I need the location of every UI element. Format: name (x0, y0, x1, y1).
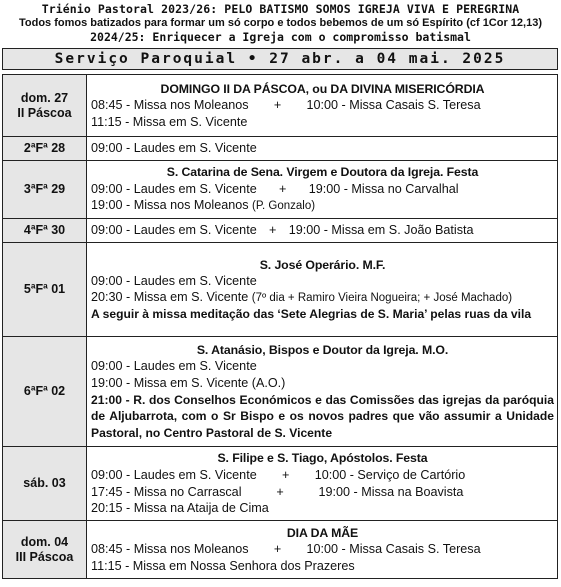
day-label: 6ªFª 02 (23, 384, 66, 398)
event-line: 17:45 - Missa no Carrascal + 19:00 - Missa na Boavista (91, 484, 464, 499)
day-label: 4ªFª 30 (23, 223, 66, 237)
events-cell (87, 243, 558, 337)
table-row (3, 161, 558, 219)
event-extra: 21:00 - R. dos Conselhos Económicos e das Comissões das igrejas da paróquia de Aljubarrota, com o Sr Bispo e os novos padres que vão assumir a Unidade Pastoral, no Centro Pastoral de S. Vicente (91, 392, 554, 440)
events-cell (87, 137, 558, 161)
header-year-theme: 2024/25: Enriquecer a Igreja com o compromisso batismal (90, 30, 471, 44)
day-sublabel: III Páscoa (15, 549, 74, 564)
table-row (3, 75, 558, 137)
page-title: Serviço Paroquial • 27 abr. a 04 mai. 2025 (2, 48, 558, 70)
events-cell (87, 161, 558, 219)
event-line: 20:15 - Missa na Ataija de Cima (91, 501, 269, 516)
events-cell (87, 337, 558, 447)
day-heading: DIA DA MÃE (286, 525, 359, 540)
event-line: 09:00 - Laudes em S. Vicente + 19:00 - Missa no Carvalhal (91, 181, 459, 196)
event-extra: A seguir à missa meditação das ‘Sete Alegrias de S. Maria’ pelas ruas da vila (91, 306, 532, 321)
event-line: 11:15 - Missa em S. Vicente (91, 114, 248, 129)
schedule-table (2, 74, 558, 579)
event-line: 09:00 - Laudes em S. Vicente (91, 141, 257, 156)
event-line: 08:45 - Missa nos Moleanos + 10:00 - Missa Casais S. Teresa (91, 542, 481, 557)
event-line: 08:45 - Missa nos Moleanos + 10:00 - Missa Casais S. Teresa (91, 98, 481, 113)
events-cell (87, 447, 558, 521)
page-header (0, 2, 561, 44)
day-heading: S. Catarina de Sena. Virgem e Doutora da Igreja. Festa (166, 165, 479, 180)
day-label: 5ªFª 01 (23, 282, 66, 296)
day-label: dom. 04 (20, 534, 69, 549)
event-line: 09:00 - Laudes em S. Vicente + 10:00 - Serviço de Cartório (91, 467, 466, 482)
day-cell (3, 337, 87, 447)
table-row (3, 337, 558, 447)
table-row (3, 219, 558, 243)
day-cell (3, 447, 87, 521)
day-sublabel: II Páscoa (17, 105, 72, 120)
event-line: 19:00 - Missa em S. Vicente (A.O.) (91, 376, 286, 391)
day-label: sáb. 03 (23, 476, 66, 490)
day-label: dom. 27 (20, 90, 69, 105)
event-line: 09:00 - Laudes em S. Vicente (91, 274, 257, 289)
event-line: 20:30 - Missa em S. Vicente (7º dia + Ramiro Vieira Nogueira; + José Machado) (91, 289, 513, 304)
header-triennium: Triénio Pastoral 2023/26: PELO BATISMO SOMOS IGREJA VIVA E PEREGRINA (41, 2, 520, 16)
event-line: 11:15 - Missa em Nossa Senhora dos Prazeres (91, 558, 355, 573)
table-row (3, 243, 558, 337)
day-cell (3, 521, 87, 579)
day-cell (3, 161, 87, 219)
header-quote: Todos fomos batizados para formar um só corpo e todos bebemos de um só Espírito (cf 1Cor 12,13) (19, 17, 542, 29)
event-line: 09:00 - Laudes em S. Vicente + 19:00 - Missa em S. João Batista (91, 223, 474, 238)
day-heading: S. Atanásio, Bispos e Doutor da Igreja. M.O. (196, 342, 449, 357)
day-cell (3, 219, 87, 243)
events-cell (87, 75, 558, 137)
events-cell (87, 219, 558, 243)
event-line: 19:00 - Missa nos Moleanos (P. Gonzalo) (91, 198, 316, 213)
day-heading: S. José Operário. M.F. (259, 257, 386, 272)
day-label: 3ªFª 29 (23, 182, 66, 196)
day-cell (3, 243, 87, 337)
day-cell (3, 137, 87, 161)
event-line: 09:00 - Laudes em S. Vicente (91, 359, 257, 374)
day-cell (3, 75, 87, 137)
day-heading: S. Filipe e S. Tiago, Apóstolos. Festa (217, 451, 428, 466)
events-cell (87, 521, 558, 579)
table-row (3, 521, 558, 579)
table-row (3, 137, 558, 161)
table-row (3, 447, 558, 521)
day-label: 2ªFª 28 (23, 141, 66, 155)
day-heading: DOMINGO II DA PÁSCOA, ou DA DIVINA MISERICÓRDIA (160, 81, 485, 96)
